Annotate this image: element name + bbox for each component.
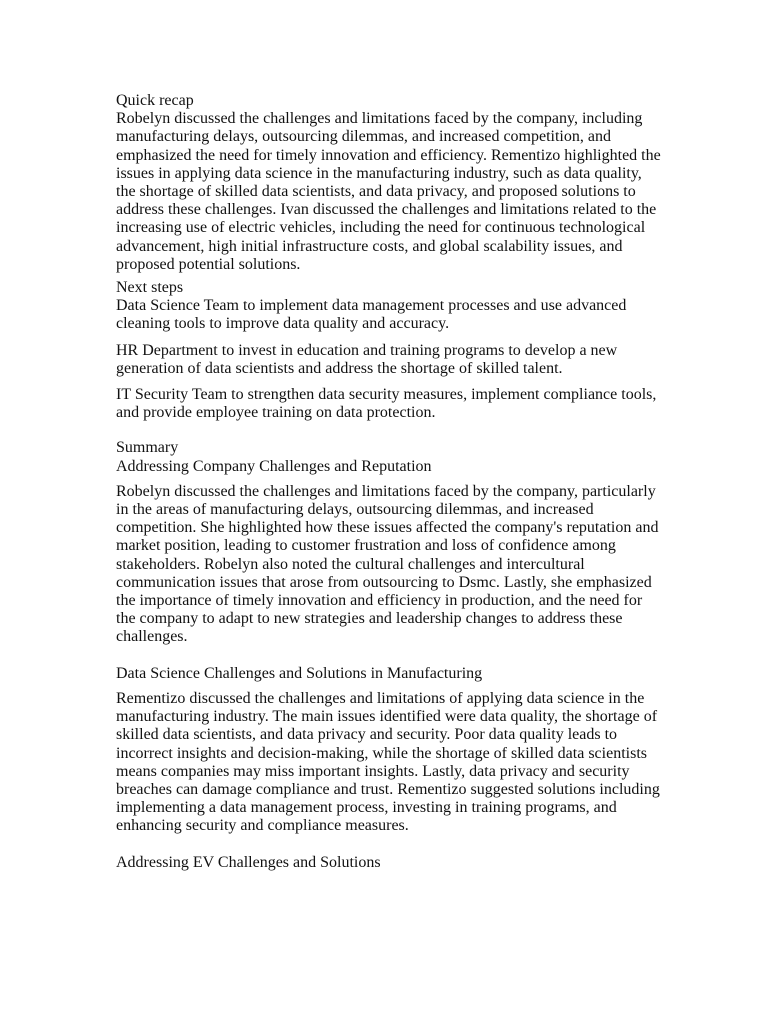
quick-recap-heading: Quick recap xyxy=(116,92,194,109)
section-body-company-challenges: Robelyn discussed the challenges and limitations faced by the company, particularly in the areas of manufacturing delays, outsourcing dilemmas, and increased competition. She highlighted how these issues affected the company's reputation and market position, leading to customer frustration and loss of confidence among stakeholders. Robelyn also noted the cultural challenges and intercultural communication issues that arose from outsourcing to Dsmc. Lastly, she emphasized the importance of timely innovation and efficiency in production, and the need for the company to adapt to new strategies and leadership changes to address these challenges. xyxy=(116,482,659,646)
next-step-item: IT Security Team to strengthen data security measures, implement compliance tools, and provide employee training on data protection. xyxy=(116,386,657,422)
next-step-item: Data Science Team to implement data management processes and use advanced cleaning tools to improve data quality and accuracy. xyxy=(116,297,627,333)
section-title-data-science: Data Science Challenges and Solutions in Manufacturing xyxy=(116,664,483,682)
section-title-company-challenges: Addressing Company Challenges and Reputation xyxy=(116,457,432,475)
document-page xyxy=(116,92,661,872)
quick-recap-body: Robelyn discussed the challenges and limitations faced by the company, including manufacturing delays, outsourcing dilemmas, and increased competition, and emphasized the need for timely innovation and efficiency. Rementizo highlighted the issues in applying data science in the manufacturing industry, such as data quality, the shortage of skilled data scientists, and data privacy, and proposed solutions to address these challenges. Ivan discussed the challenges and limitations related to the increasing use of electric vehicles, including the need for continuous technological advancement, high initial infrastructure costs, and global scalability issues, and proposed potential solutions. xyxy=(116,110,661,273)
summary-heading: Summary xyxy=(116,439,179,457)
next-steps-heading: Next steps xyxy=(116,279,184,297)
section-body-data-science: Rementizo discussed the challenges and limitations of applying data science in the manufacturing industry. The main issues identified were data quality, the shortage of skilled data scientists, and data privacy and security. Poor data quality leads to incorrect insights and decision-making, while the shortage of skilled data scientists means companies may miss important insights. Lastly, data privacy and security breaches can damage compliance and trust. Rementizo suggested solutions including implementing a data management process, investing in training programs, and enhancing security and compliance measures. xyxy=(116,689,660,835)
section-title-ev-challenges: Addressing EV Challenges and Solutions xyxy=(116,853,381,871)
next-step-item: HR Department to invest in education and training programs to develop a new generation of data scientists and address the shortage of skilled talent. xyxy=(116,341,618,377)
